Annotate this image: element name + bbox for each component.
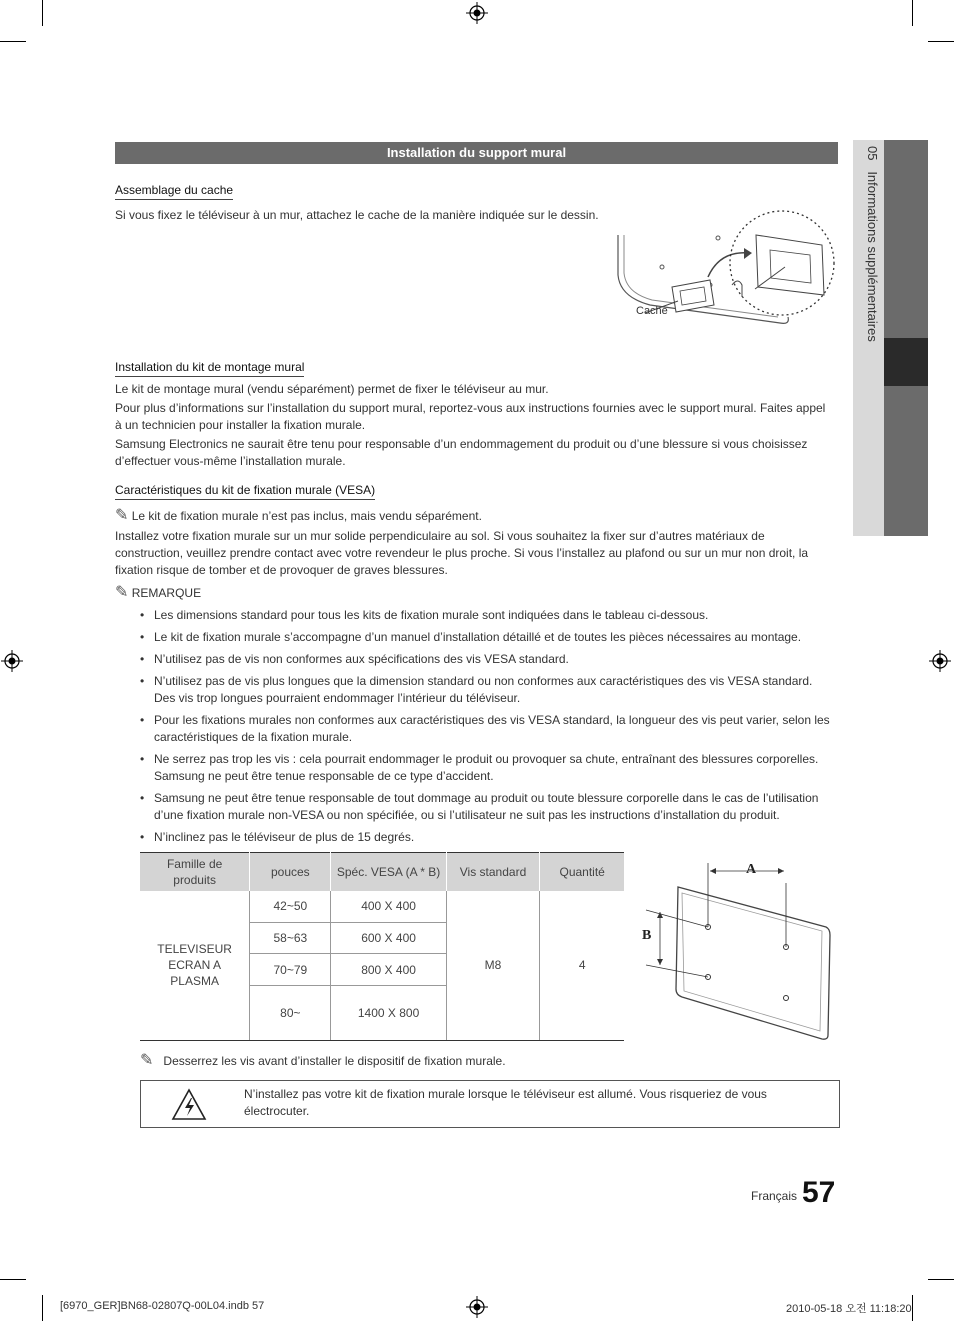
crop-mark <box>912 1295 913 1321</box>
section-text: Installez votre fixation murale sur un mur solide perpendiculaire au sol. Si vous souhaitez la fixer sur d’autres matériaux de construction, veuillez prendre contact avec votre revendeur le plus proche. Si vous l’installez au plafond ou sur un mur non droit, la fixation risque de tomber et de provoquer de graves blessures. <box>115 529 809 577</box>
note-text: Desserrez les vis avant d’installer le dispositif de fixation murale. <box>163 1054 506 1068</box>
column-header: Spéc. VESA (A * B) <box>331 853 446 891</box>
list-item: • Ne serrez pas trop les vis : cela pourrait endommager le produit ou provoquer sa chute, entraînant des blessures corporelles. Samsung ne peut être tenue responsable de ce type d’accident. <box>140 751 830 785</box>
table-cell: 58~63 <box>250 923 331 954</box>
page-number: 57 <box>802 1176 836 1209</box>
warning-lightning-icon <box>171 1087 207 1123</box>
footer-date: 2010-05-18 오전 11:18:20 <box>786 1303 912 1315</box>
chapter-title: Informations supplémentaires <box>865 171 880 342</box>
list-item: • N’utilisez pas de vis plus longues que la dimension standard ou non conformes aux caractéristiques des vis VESA standard. Des vis trop longues pourraient endommager l’intérieur du téléviseur. <box>140 673 830 707</box>
vesa-table <box>140 852 624 1041</box>
table-cell: 600 X 400 <box>331 923 446 954</box>
table-cell-screw: M8 <box>446 891 540 1041</box>
remark-heading <box>115 584 201 602</box>
registration-mark-icon <box>1 650 23 672</box>
table-cell: 1400 X 800 <box>331 986 446 1041</box>
crop-mark <box>928 41 954 42</box>
cover-label: Cache <box>636 305 668 317</box>
pencil-icon: ✎ <box>115 584 129 601</box>
pencil-icon: ✎ <box>115 507 129 524</box>
dimension-label-a: A <box>746 862 757 877</box>
pencil-icon: ✎ <box>140 1052 154 1069</box>
section-text: Le kit de montage mural (vendu séparément) permet de fixer le téléviseur au mur. <box>115 382 549 396</box>
crop-mark <box>912 0 913 26</box>
crop-mark <box>928 1279 954 1280</box>
table-cell: 70~79 <box>250 954 331 986</box>
dimension-label-b: B <box>642 928 652 943</box>
chapter-tab-marker <box>884 338 928 386</box>
remark-label: REMARQUE <box>131 586 202 600</box>
list-item: • Les dimensions standard pour tous les kits de fixation murale sont indiquées dans le tableau ci-dessous. <box>140 607 830 624</box>
crop-mark <box>42 0 43 26</box>
chapter-number: 05 <box>865 146 880 161</box>
note-text: Le kit de fixation murale n’est pas inclus, mais vendu séparément. <box>131 509 482 523</box>
table-cell-family: TELEVISEUR ECRAN A PLASMA <box>140 891 250 1041</box>
note <box>140 1052 830 1070</box>
column-header: Famille de produits <box>140 853 250 891</box>
section-title-vesa: Caractéristiques du kit de fixation murale (VESA) <box>115 483 375 500</box>
page-title: Installation du support mural <box>115 142 838 164</box>
warning-text: N’installez pas votre kit de fixation murale lorsque le téléviseur est allumé. Vous risqueriez de vous électrocuter. <box>244 1087 767 1118</box>
footer-filename: [6970_GER]BN68-02807Q-00L04.indb 57 <box>60 1300 265 1312</box>
section-text: Pour plus d’informations sur l’installation du support mural, reportez-vous aux instructions fournies avec le support mural. Faites appel à un technicien pour installer la fixation murale. <box>115 401 826 432</box>
crop-mark <box>42 1295 43 1321</box>
note <box>115 507 830 525</box>
footer-language: Français <box>751 1189 798 1203</box>
crop-mark <box>0 41 26 42</box>
section-text: Si vous fixez le téléviseur à un mur, attachez le cache de la manière indiquée sur le dessin. <box>115 208 599 222</box>
table-cell: 800 X 400 <box>331 954 446 986</box>
column-header: Quantité <box>540 853 624 891</box>
crop-mark <box>0 1279 26 1280</box>
list-item: • N’utilisez pas de vis non conformes aux spécifications des vis VESA standard. <box>140 651 830 668</box>
list-item: • Pour les fixations murales non conformes aux caractéristiques des vis VESA standard, la longueur des vis peut varier, selon les caractéristiques de la fixation murale. <box>140 712 830 746</box>
section-title-cover: Assemblage du cache <box>115 183 233 200</box>
section-text: Samsung Electronics ne saurait être tenu pour responsable d’un endommagement du produit ou d’une blessure si vous choisissez d’effectuer vous-même l’installation murale. <box>115 437 808 468</box>
table-cell-quantity: 4 <box>540 891 624 1041</box>
table-cell: 80~ <box>250 986 331 1041</box>
vesa-diagram-illustration <box>638 855 838 1045</box>
registration-mark-icon <box>466 2 488 24</box>
table-cell: 42~50 <box>250 891 331 923</box>
column-header: Vis standard <box>446 853 540 891</box>
table-row <box>140 891 624 923</box>
section-title-wall-kit: Installation du kit de montage mural <box>115 360 304 377</box>
table-header-row <box>140 853 624 891</box>
registration-mark-icon <box>466 1296 488 1318</box>
registration-mark-icon <box>929 650 951 672</box>
column-header: pouces <box>250 853 331 891</box>
list-item: • Le kit de fixation murale s’accompagne d’un manuel d’installation détaillé et de toutes les pièces nécessaires au montage. <box>140 629 830 646</box>
warning-box <box>140 1080 840 1128</box>
remark-list <box>140 607 830 846</box>
chapter-label <box>865 146 880 506</box>
list-item: • N’inclinez pas le téléviseur de plus de 15 degrés. <box>140 829 830 846</box>
table-cell: 400 X 400 <box>331 891 446 923</box>
list-item: • Samsung ne peut être tenue responsable de tout dommage au produit ou toute blessure corporelle dans le cas de l’utilisation d’une fixation murale non-VESA ou non spécifiée, ou si l’utilisateur ne suit pas les instructions d’installation du produit. <box>140 790 830 824</box>
